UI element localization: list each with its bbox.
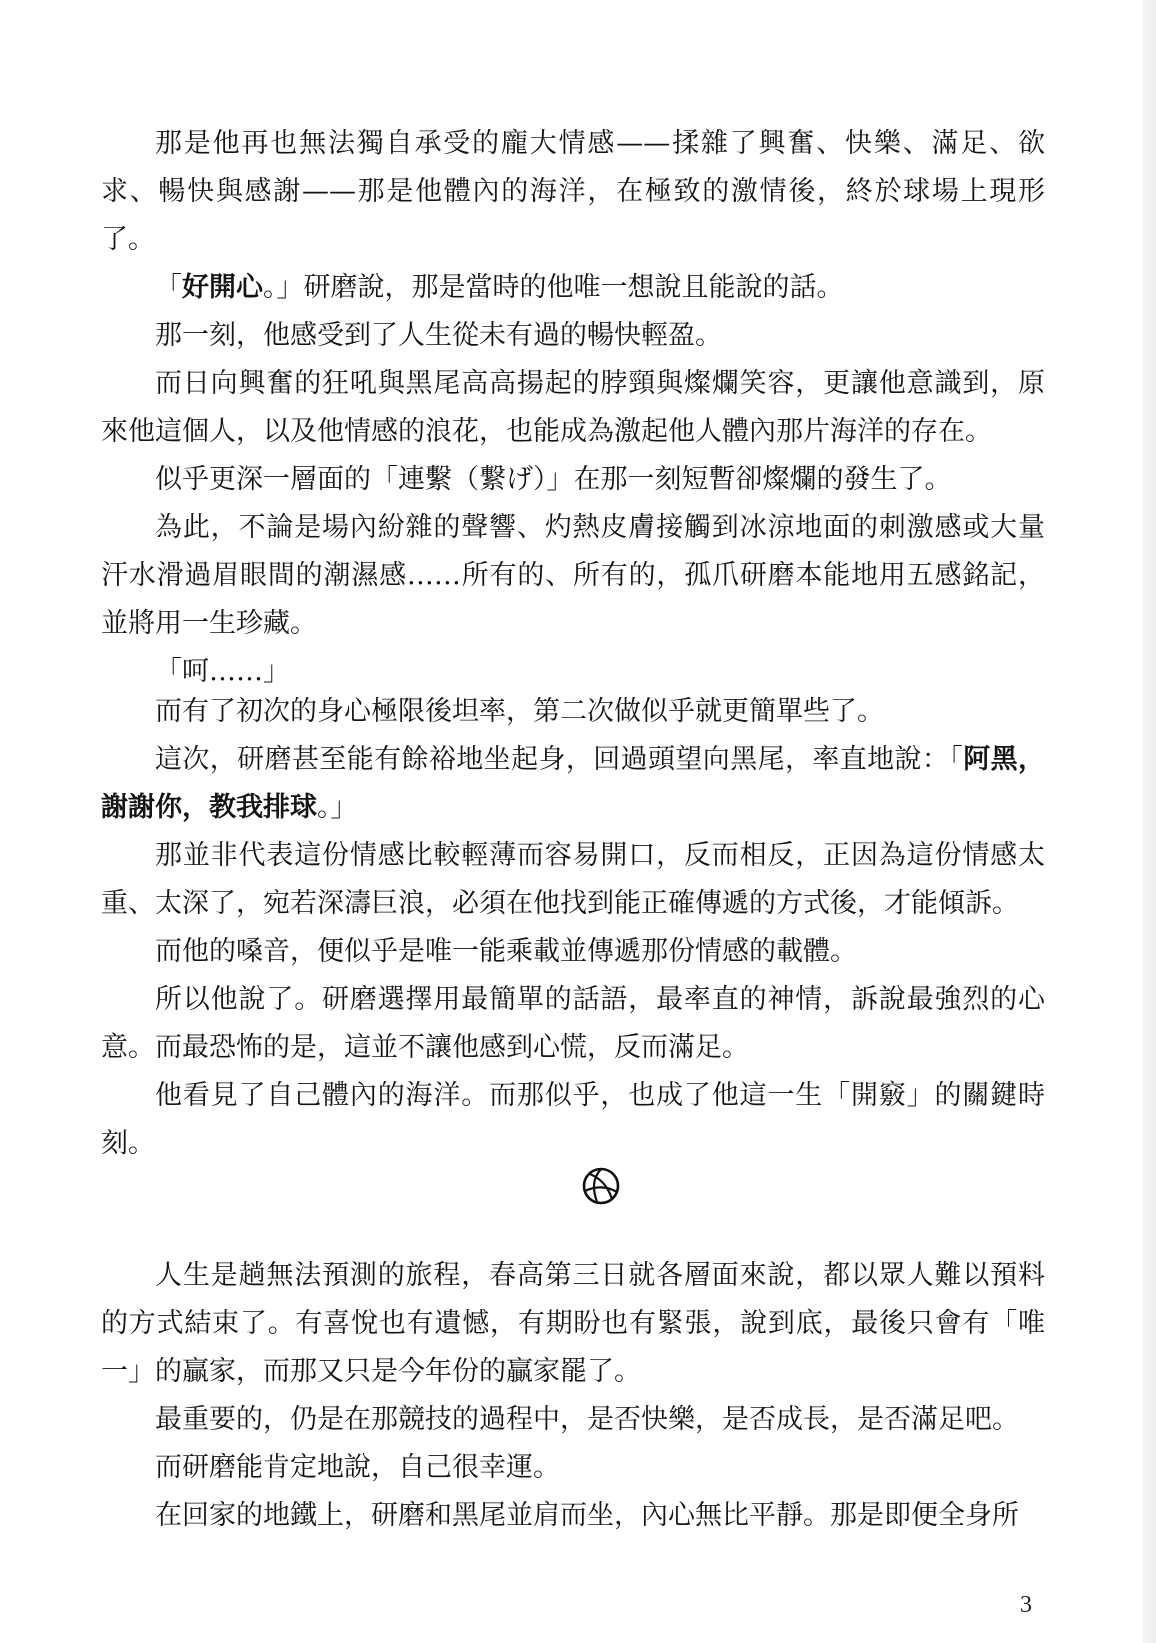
- paragraph: 而有了初次的身心極限後坦率，第二次做似乎就更簡單些了。: [155, 696, 884, 727]
- section-3: [101, 1252, 1045, 1540]
- paragraph-prefix: 這次，研磨甚至能有餘裕地坐起身，回過頭望向黑尾，率直地說：「: [155, 744, 964, 775]
- paragraph: 人生是趟無法預測的旅程，春高第三日就各層面來說，都以眾人難以預料的方式結束了。有喜悅也有遺憾，有期盼也有緊張，說到底，最後只會有「唯一」的贏家，而那又只是今年份的贏家罷了。: [101, 1260, 1045, 1387]
- paragraph: 而日向興奮的狂吼與黑尾高高揚起的脖頸與燦爛笑容，更讓他意識到，原來他這個人，以及他情感的浪花，也能成為激起他人體內那片海洋的存在。: [101, 368, 1045, 447]
- paragraph: 那是他再也無法獨自承受的龐大情感——揉雜了興奮、快樂、滿足、欲求、暢快與感謝——那是他體內的海洋，在極致的激情後，終於球場上現形了。: [101, 128, 1045, 255]
- page-edge: [1142, 0, 1156, 1643]
- paragraph: 所以他說了。研磨選擇用最簡單的話語，最率直的神情，訴說最強烈的心意。而最恐怖的是，這並不讓他感到心慌，反而滿足。: [101, 984, 1045, 1063]
- paragraph: 似乎更深一層面的「連繫（繋げ）」在那一刻短暫卻燦爛的發生了。: [155, 464, 952, 495]
- paragraph: 而他的嗓音，便似乎是唯一能乘載並傳遞那份情感的載體。: [155, 936, 857, 967]
- paragraph: 為此，不論是場內紛雜的聲響、灼熱皮膚接觸到冰涼地面的刺激感或大量汗水滑過眉眼間的潮濕感……所有的、所有的，孤爪研磨本能地用五感銘記，並將用一生珍藏。: [101, 512, 1045, 639]
- paragraph: 他看見了自己體內的海洋。而那似乎，也成了他這一生「開竅」的關鍵時刻。: [101, 1080, 1045, 1159]
- paragraph: 最重要的，仍是在那競技的過程中，是否快樂，是否成長，是否滿足吧。: [155, 1404, 1019, 1435]
- volleyball-icon: [581, 1166, 621, 1206]
- page-number: 3: [1020, 1592, 1032, 1618]
- paragraph: 那一刻，他感受到了人生從未有過的暢快輕盈。: [155, 320, 722, 351]
- paragraph-suffix: 。」: [317, 792, 358, 823]
- paragraph: 「呵……」: [155, 656, 290, 687]
- paragraph: 在回家的地鐵上，研磨和黑尾並肩而坐，內心無比平靜。那是即便全身所: [155, 1500, 1019, 1531]
- paragraph: 那並非代表這份情感比較輕薄而容易開口，反而相反，正因為這份情感太重、太深了，宛若深濤巨浪，必須在他找到能正確傳遞的方式後，才能傾訴。: [101, 840, 1045, 919]
- paragraph: 而研磨能肯定地說，自己很幸運。: [155, 1452, 560, 1483]
- section-2: [101, 688, 1045, 1168]
- section-1: [101, 120, 1045, 696]
- bold-quote: 阿黑，謝謝你，教我排球: [101, 744, 1045, 823]
- paragraph: 「好開心。」研磨說，那是當時的他唯一想說且能說的話。: [155, 272, 844, 303]
- paragraph: [101, 736, 1045, 832]
- bold-quote: 好開心: [182, 272, 263, 303]
